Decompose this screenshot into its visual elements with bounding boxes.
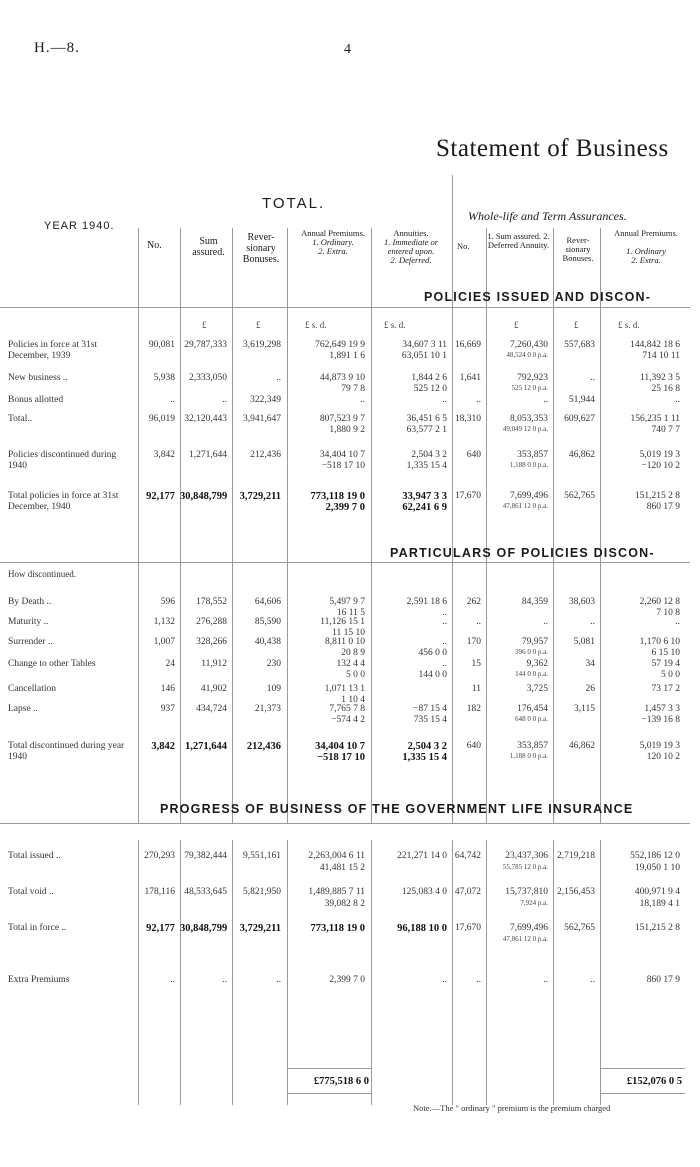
cell-wl-no: 17,670 [454, 491, 481, 501]
section-heading-progress: PROGRESS OF BUSINESS OF THE GOVERNMENT LIFE INSURANCE [160, 802, 634, 816]
col-header-annuities: Annuities. [393, 228, 429, 238]
section-heading-particulars: PARTICULARS OF POLICIES DISCON- [390, 546, 655, 560]
cell-wl-deferred-annuity: 144 0 0 p.a. [515, 670, 548, 678]
cell-annuity-deferred: 63,577 2 1 [406, 425, 447, 435]
col-header-wl-prem-1: 1. Ordinary [626, 246, 666, 256]
cell-annuities: 221,271 14 0 [397, 851, 447, 861]
cell-wl-reversionary: .. [590, 617, 595, 627]
cell-wl-no: 17,670 [454, 923, 481, 933]
cell-premium-ordinary: 132 4 4 [336, 659, 365, 669]
cell-annuity-deferred: .. [442, 608, 447, 618]
cell-sum-assured: .. [222, 975, 227, 985]
cell-wl-reversionary: 2,719,218 [557, 851, 595, 861]
cell-premium-ordinary: 34,404 10 7 [319, 450, 365, 460]
col-header-wl-reversionary: Rever-sionary Bonuses. [562, 235, 594, 263]
col-header-wl-prem-2: 2. Extra. [631, 255, 661, 265]
cell-no: 5,938 [153, 373, 175, 383]
cell-wl-sum: 79,957 [521, 637, 548, 647]
cell-wl-premium-ordinary: 2,260 12 8 [639, 597, 680, 607]
cell-reversionary: 3,941,647 [243, 414, 281, 424]
row-label: Maturity .. [8, 617, 49, 627]
cell-annuity-immediate: −87 15 4 [413, 704, 447, 714]
cell-sum-assured: 32,120,443 [184, 414, 227, 424]
cell-wl-no: 18,310 [454, 414, 481, 424]
cell-reversionary: 212,436 [250, 450, 281, 460]
total-heading: TOTAL. [262, 195, 326, 212]
cell-wl-deferred-annuity: 1,188 0 0 p.a. [509, 461, 548, 469]
cell-wl-sum: 176,454 [517, 704, 548, 714]
cell-wl-reversionary: 5,081 [573, 637, 595, 647]
col-header-wl-sum: 1. Sum assured. 2. Deferred Annuity. [487, 231, 550, 250]
cell-wl-sum: 8,053,353 [510, 414, 548, 424]
cell-annuity-immediate: 2,504 3 2 [411, 450, 447, 460]
cell-wl-premium-extra: 5 0 0 [661, 670, 680, 680]
cell-premium-extra: 2,399 7 0 [325, 502, 365, 513]
cell-sum-assured: 178,552 [196, 597, 227, 607]
cell-wl-premium-extra: 18,189 4 1 [639, 899, 680, 909]
row-label: Cancellation [8, 684, 57, 694]
cell-wl-no: 182 [466, 704, 481, 714]
page-number: 4 [344, 42, 351, 57]
col-header-ann-2: 2. Deferred. [390, 255, 432, 265]
row-label: Change to other Tables [8, 659, 96, 669]
page-title: Statement of Business [436, 135, 669, 162]
cell-wl-reversionary: 46,862 [568, 741, 595, 751]
cell-annuity-deferred: 1,335 15 4 [406, 461, 447, 471]
cell-wl-sum: 15,737,810 [505, 887, 548, 897]
cell-wl-reversionary: 557,683 [564, 340, 595, 350]
cell-annuity-immediate: 2,504 3 2 [407, 741, 447, 752]
row-label: Policies discontinued during 1940 [8, 450, 117, 471]
cell-wl-premium-extra: 740 7 7 [651, 425, 680, 435]
cell-wl-reversionary: 34 [585, 659, 595, 669]
cell-wl-premium-extra: −139 16 8 [641, 715, 680, 725]
cell-no: 3,842 [153, 450, 175, 460]
cell-wl-deferred-annuity: 55,785 12 0 p.a. [502, 863, 548, 871]
cell-premium-ordinary: 762,649 19 9 [315, 340, 365, 350]
cell-sum-assured: 1,271,644 [185, 741, 227, 752]
cell-reversionary: 21,373 [254, 704, 281, 714]
whole-life-heading: Whole-life and Term Assurances. [468, 209, 627, 223]
unit-pound: £ [256, 320, 261, 330]
cell-wl-reversionary: 38,603 [568, 597, 595, 607]
cell-premium-extra: −518 17 10 [321, 461, 365, 471]
cell-no: 146 [160, 684, 175, 694]
cell-premium-ordinary: 2,263,004 6 11 [308, 851, 365, 861]
cell-annuity-immediate: 2,591 18 6 [406, 597, 447, 607]
cell-wl-sum: 9,362 [526, 659, 548, 669]
cell-wl-sum: 23,437,306 [505, 851, 548, 861]
cell-wl-no: 15 [471, 659, 481, 669]
cell-wl-no: .. [476, 395, 481, 405]
cell-reversionary: 109 [266, 684, 281, 694]
row-label: Lapse .. [8, 704, 38, 714]
cell-wl-premium-ordinary: 151,215 2 8 [634, 923, 680, 933]
cell-premium-extra: 1,891 1 6 [329, 351, 365, 361]
col-header-prem-2: 2. Extra. [318, 246, 348, 256]
cell-sum-assured: 30,848,799 [180, 491, 228, 502]
cell-wl-deferred-annuity: 47,861 12 0 p.a. [502, 935, 548, 943]
row-label: Total void .. [8, 887, 54, 897]
cell-annuity-deferred: 525 12 0 [413, 384, 447, 394]
cell-wl-no: 640 [466, 450, 481, 460]
cell-wl-premium-ordinary: 73 17 2 [651, 684, 680, 694]
cell-sum-assured: 30,848,799 [180, 923, 228, 934]
row-label: Bonus allotted [8, 395, 64, 405]
cell-premium-ordinary: 7,765 7 8 [329, 704, 365, 714]
cell-no: 90,081 [148, 340, 175, 350]
cell-wl-premium-extra: 860 17 9 [646, 502, 680, 512]
cell-wl-no: 262 [466, 597, 481, 607]
cell-wl-no: .. [476, 617, 481, 627]
cell-reversionary: 3,729,211 [239, 923, 281, 934]
cell-premium-ordinary: 773,118 19 0 [310, 923, 365, 934]
cell-annuity-deferred: 63,051 10 1 [401, 351, 447, 361]
cell-premium-extra: 20 8 9 [341, 648, 365, 658]
cell-wl-premium-extra: 7 10 8 [656, 608, 680, 618]
cell-premium-extra: 5 0 0 [346, 670, 365, 680]
cell-premium-extra: 39,082 8 2 [324, 899, 365, 909]
cell-annuity-immediate: 34,607 3 11 [402, 340, 447, 350]
cell-reversionary: 212,436 [246, 741, 281, 752]
cell-premium-extra: 11 15 10 [332, 628, 365, 638]
cell-premium-ordinary: 11,126 15 1 [320, 617, 365, 627]
cell-no: 937 [160, 704, 175, 714]
cell-wl-sum: 353,857 [517, 741, 548, 751]
cell-wl-sum: 353,857 [517, 450, 548, 460]
col-header-sum-assured: Sum assured. [192, 236, 225, 258]
unit-lsd: £ s. d. [618, 320, 640, 330]
row-label: Surrender .. [8, 637, 53, 647]
cell-wl-premium-ordinary: 156,235 1 11 [630, 414, 680, 424]
cell-sum-assured: 276,288 [196, 617, 227, 627]
cell-annuity-immediate: 1,844 2 6 [411, 373, 447, 383]
cell-premium-extra: 79 7 8 [341, 384, 365, 394]
cell-wl-premium-extra: 6 15 10 [651, 648, 680, 658]
cell-sum-assured: 11,912 [201, 659, 227, 669]
cell-sum-assured: 48,533,645 [184, 887, 227, 897]
cell-wl-premium-extra: 25 16 8 [651, 384, 680, 394]
cell-premium-extra: −574 4 2 [331, 715, 365, 725]
footnote: Note.—The " ordinary " premium is the premium charged [413, 1103, 611, 1113]
col-header-no: No. [147, 240, 162, 251]
row-label: Policies in force at 31st December, 1939 [8, 340, 98, 361]
cell-annuities: 96,188 10 0 [397, 923, 447, 934]
cell-wl-reversionary: 3,115 [573, 704, 595, 714]
cell-wl-premium-ordinary: 1,170 6 10 [639, 637, 680, 647]
cell-wl-premium-ordinary: 1,457 3 3 [644, 704, 680, 714]
cell-premium-ordinary: 44,873 9 10 [319, 373, 365, 383]
cell-wl-sum: .. [543, 395, 548, 405]
cell-wl-sum: 84,359 [521, 597, 548, 607]
cell-wl-sum: .. [543, 617, 548, 627]
cell-reversionary: 230 [266, 659, 281, 669]
cell-wl-no: 64,742 [454, 851, 481, 861]
cell-reversionary: 64,606 [254, 597, 281, 607]
cell-premium-extra: 1 10 4 [341, 695, 365, 705]
unit-pound: £ [514, 320, 519, 330]
unit-pound: £ [202, 320, 207, 330]
cell-reversionary: 5,821,950 [243, 887, 281, 897]
cell-no: 1,132 [153, 617, 175, 627]
unit-lsd: £ s. d. [305, 320, 327, 330]
cell-reversionary: 40,438 [254, 637, 281, 647]
cell-annuities: 125,083 4 0 [401, 887, 447, 897]
cell-premium-ordinary: 1,071 13 1 [324, 684, 365, 694]
grand-total-premiums: £775,518 6 0 [313, 1076, 369, 1087]
row-label: Total issued .. [8, 851, 61, 861]
cell-no: 92,177 [146, 923, 175, 934]
cell-premium-ordinary: 8,811 0 10 [324, 637, 365, 647]
cell-premium-ordinary: 773,118 19 0 [310, 491, 365, 502]
cell-wl-premium-extra: −120 10 2 [641, 461, 680, 471]
cell-wl-reversionary: 46,862 [568, 450, 595, 460]
cell-premium-extra: 16 11 5 [336, 608, 365, 618]
cell-annuity-deferred: 1,335 15 4 [402, 752, 447, 763]
cell-no: 1,007 [153, 637, 175, 647]
cell-no: 96,019 [148, 414, 175, 424]
cell-sum-assured: 328,266 [196, 637, 227, 647]
row-label: New business .. [8, 373, 68, 383]
cell-annuity-immediate: .. [442, 617, 447, 627]
cell-wl-reversionary: 51,944 [568, 395, 595, 405]
cell-sum-assured: 41,902 [200, 684, 227, 694]
cell-wl-no: 640 [466, 741, 481, 751]
row-label: Total policies in force at 31st December, 1940 [8, 491, 119, 512]
section-heading-issued: POLICIES ISSUED AND DISCON- [424, 290, 652, 304]
unit-pound: £ [574, 320, 579, 330]
cell-no: .. [170, 395, 175, 405]
cell-wl-deferred-annuity: 7,924 p.a. [520, 899, 548, 907]
cell-wl-deferred-annuity: 648 0 0 p.a. [515, 715, 548, 723]
cell-annuity-deferred: 62,241 6 9 [402, 502, 447, 513]
cell-wl-premium-ordinary: 400,971 9 4 [634, 887, 680, 897]
cell-premium-extra: 41,481 15 2 [319, 863, 365, 873]
cell-wl-reversionary: 562,765 [564, 923, 595, 933]
col-header-prem-1: 1. Ordinary. [312, 237, 354, 247]
cell-annuity-immediate: 36,451 6 5 [406, 414, 447, 424]
cell-sum-assured: 29,787,333 [184, 340, 227, 350]
cell-premium-ordinary: 1,489,885 7 11 [308, 887, 365, 897]
cell-wl-premium-ordinary: 5,019 19 3 [639, 450, 680, 460]
cell-reversionary: .. [276, 373, 281, 383]
cell-wl-deferred-annuity: 47,861 12 0 p.a. [502, 502, 548, 510]
cell-wl-no: 1,641 [459, 373, 481, 383]
cell-sum-assured: 2,333,050 [189, 373, 227, 383]
cell-wl-no: 47,072 [454, 887, 481, 897]
cell-wl-deferred-annuity: 48,524 0 0 p.a. [506, 351, 548, 359]
row-label: Extra Premiums [8, 975, 70, 985]
cell-wl-sum: 7,260,430 [510, 340, 548, 350]
cell-annuity-deferred: 735 15 4 [413, 715, 447, 725]
cell-no: 596 [160, 597, 175, 607]
cell-wl-no: 16,669 [454, 340, 481, 350]
cell-wl-reversionary: 26 [585, 684, 595, 694]
unit-lsd: £ s. d. [384, 320, 406, 330]
cell-sum-assured: 434,724 [196, 704, 227, 714]
cell-annuity-immediate: .. [442, 659, 447, 669]
cell-wl-deferred-annuity: 1,188 0 0 p.a. [509, 752, 548, 760]
cell-reversionary: 322,349 [250, 395, 281, 405]
cell-wl-sum: 7,699,496 [510, 923, 548, 933]
cell-no: 3,842 [151, 741, 175, 752]
cell-wl-reversionary: .. [590, 975, 595, 985]
how-discontinued-label: How discontinued. [8, 569, 76, 579]
cell-wl-sum: 7,699,496 [510, 491, 548, 501]
cell-no: .. [170, 975, 175, 985]
cell-wl-deferred-annuity: 396 0 0 p.a. [515, 648, 548, 656]
cell-wl-premium-ordinary: 5,019 19 3 [639, 741, 680, 751]
row-label: Total discontinued during year 1940 [8, 741, 125, 762]
cell-wl-premium-extra: 19,050 1 10 [634, 863, 680, 873]
col-header-reversionary: Rever-sionary Bonuses. [242, 232, 280, 265]
cell-wl-premium-ordinary: 11,392 3 5 [639, 373, 680, 383]
cell-wl-no: 11 [471, 684, 481, 694]
cell-no: 270,293 [144, 851, 175, 861]
cell-wl-deferred-annuity: 525 12 0 p.a. [511, 384, 548, 392]
cell-reversionary: 9,551,161 [243, 851, 281, 861]
cell-annuity-immediate: .. [442, 637, 447, 647]
cell-annuity-immediate: .. [442, 395, 447, 405]
cell-wl-no: .. [476, 975, 481, 985]
page-reference: H.—8. [34, 40, 80, 56]
cell-sum-assured: 1,271,644 [189, 450, 227, 460]
cell-wl-premium-extra: 714 10 11 [642, 351, 680, 361]
cell-reversionary: 3,619,298 [243, 340, 281, 350]
cell-premium-ordinary: 2,399 7 0 [329, 975, 365, 985]
cell-wl-premium-extra: 120 10 2 [646, 752, 680, 762]
cell-reversionary: 3,729,211 [239, 491, 281, 502]
cell-no: 24 [165, 659, 175, 669]
cell-premium-ordinary: 5,497 9 7 [329, 597, 365, 607]
col-header-wl-premiums: Annual Premiums. [614, 228, 678, 238]
cell-sum-assured: .. [222, 395, 227, 405]
cell-annuity-deferred: 456 0 0 [418, 648, 447, 658]
cell-wl-premium-ordinary: 860 17 9 [646, 975, 680, 985]
cell-wl-reversionary: 609,627 [564, 414, 595, 424]
cell-wl-reversionary: 2,156,453 [557, 887, 595, 897]
col-header-wl-no: No. [457, 241, 470, 251]
cell-wl-premium-ordinary: 57 19 4 [651, 659, 680, 669]
cell-wl-reversionary: 562,765 [564, 491, 595, 501]
cell-wl-reversionary: .. [590, 373, 595, 383]
cell-reversionary: .. [276, 975, 281, 985]
cell-premium-extra: −518 17 10 [317, 752, 365, 763]
cell-reversionary: 85,590 [254, 617, 281, 627]
cell-wl-premium-ordinary: .. [675, 395, 680, 405]
year-label: YEAR 1940. [44, 220, 115, 232]
cell-annuities: .. [442, 975, 447, 985]
cell-wl-sum: 792,923 [517, 373, 548, 383]
cell-no: 178,116 [144, 887, 175, 897]
cell-premium-ordinary: 34,404 10 7 [315, 741, 365, 752]
cell-sum-assured: 79,382,444 [184, 851, 227, 861]
cell-wl-premium-ordinary: .. [675, 617, 680, 627]
cell-premium-ordinary: .. [360, 395, 365, 405]
cell-wl-premium-ordinary: 144,842 18 6 [630, 340, 680, 350]
row-label: Total.. [8, 414, 33, 424]
cell-premium-extra: 1,880 9 2 [329, 425, 365, 435]
row-label: By Death .. [8, 597, 52, 607]
cell-wl-premium-ordinary: 552,186 12 0 [630, 851, 680, 861]
row-label: Total in force .. [8, 923, 67, 933]
col-header-annual-premiums: Annual Premiums. [301, 228, 365, 238]
cell-wl-sum: 3,725 [526, 684, 548, 694]
cell-wl-deferred-annuity: 49,049 12 0 p.a. [502, 425, 548, 433]
cell-no: 92,177 [146, 491, 175, 502]
cell-wl-premium-ordinary: 151,215 2 8 [634, 491, 680, 501]
cell-wl-no: 170 [466, 637, 481, 647]
cell-annuity-immediate: 33,947 3 3 [402, 491, 447, 502]
cell-wl-sum: .. [543, 975, 548, 985]
cell-annuity-deferred: 144 0 0 [418, 670, 447, 680]
grand-total-wl-premiums: £152,076 0 5 [626, 1076, 682, 1087]
col-header-ann-1: 1. Immediate or entered upon. [383, 237, 439, 256]
cell-premium-ordinary: 807,523 9 7 [319, 414, 365, 424]
